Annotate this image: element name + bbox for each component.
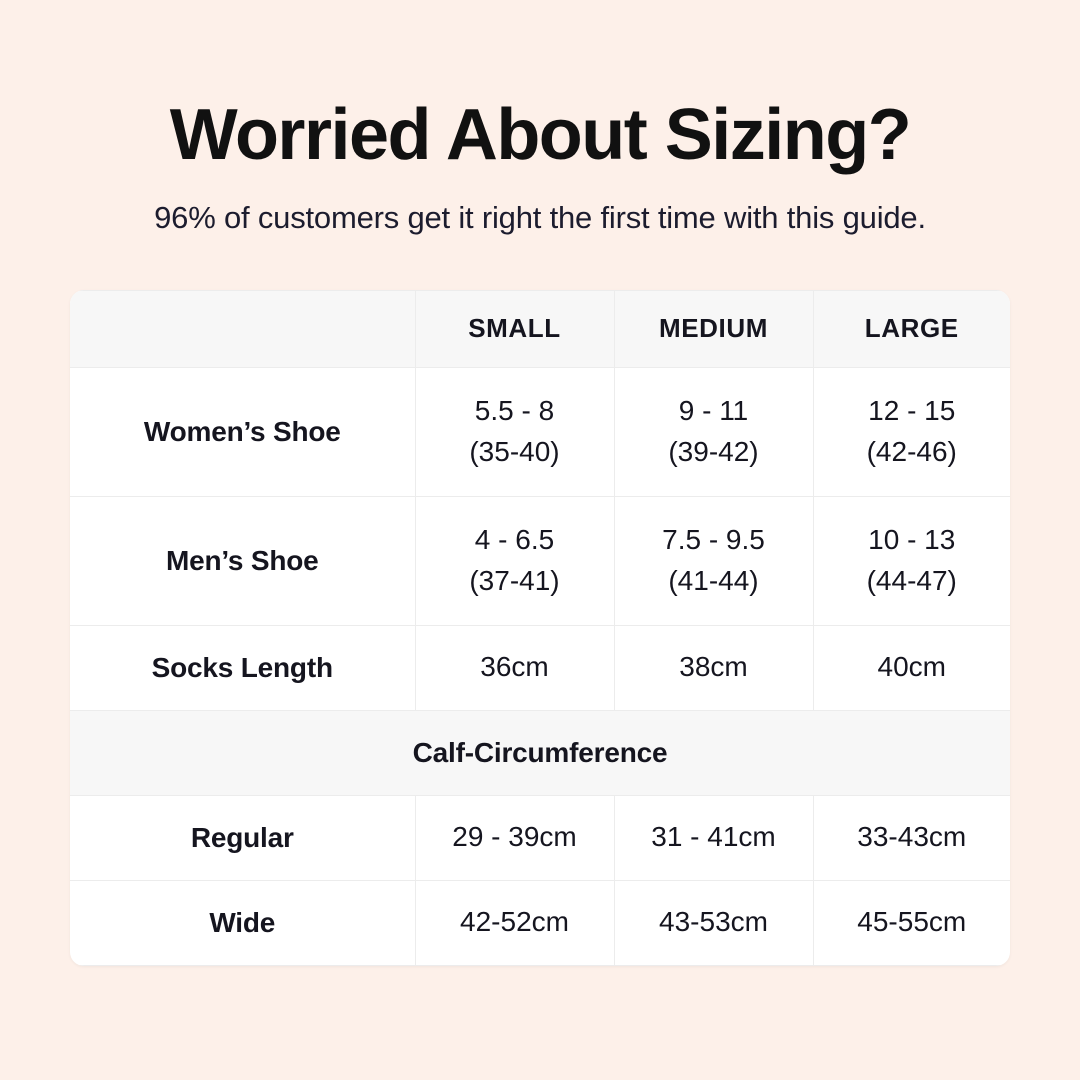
page-title: Worried About Sizing? <box>169 95 911 175</box>
cell-womens-shoe-small <box>415 367 614 496</box>
cell-sub-value: (35-40) <box>469 435 560 467</box>
cell-mens-shoe-medium <box>614 496 813 625</box>
table-header-row <box>70 290 1010 367</box>
column-header-medium: MEDIUM <box>614 290 813 367</box>
table-row <box>70 880 1010 965</box>
page-subtitle: 96% of customers get it right the first time with this guide. <box>154 199 926 235</box>
cell-sub-value: (39-42) <box>668 435 759 467</box>
cell-socks-length-large: 40cm <box>813 625 1010 710</box>
cell-socks-length-small: 36cm <box>415 625 614 710</box>
row-label-womens-shoe: Women’s Shoe <box>70 367 415 496</box>
column-header-blank <box>70 290 415 367</box>
cell-main-value: 4 - 6.5 <box>474 524 555 555</box>
section-title-calf-circumference: Calf-Circumference <box>70 710 1010 795</box>
cell-wide-small: 42-52cm <box>415 880 614 965</box>
cell-main-value: 12 - 15 <box>868 395 956 426</box>
cell-main-value: 10 - 13 <box>868 524 956 555</box>
cell-womens-shoe-large <box>813 367 1010 496</box>
cell-sub-value: (37-41) <box>469 564 560 596</box>
cell-sub-value: (42-46) <box>866 435 957 467</box>
size-chart-card <box>70 290 1010 966</box>
row-label-mens-shoe: Men’s Shoe <box>70 496 415 625</box>
row-label-regular: Regular <box>70 795 415 880</box>
cell-mens-shoe-small <box>415 496 614 625</box>
cell-regular-medium: 31 - 41cm <box>614 795 813 880</box>
cell-main-value: 9 - 11 <box>678 395 749 426</box>
cell-regular-large: 33-43cm <box>813 795 1010 880</box>
row-label-socks-length: Socks Length <box>70 625 415 710</box>
cell-mens-shoe-large <box>813 496 1010 625</box>
cell-wide-medium: 43-53cm <box>614 880 813 965</box>
size-chart-table <box>70 290 1010 966</box>
section-header-row <box>70 710 1010 795</box>
cell-main-value: 5.5 - 8 <box>474 395 555 426</box>
cell-socks-length-medium: 38cm <box>614 625 813 710</box>
cell-main-value: 7.5 - 9.5 <box>662 524 765 555</box>
cell-wide-large: 45-55cm <box>813 880 1010 965</box>
table-row <box>70 625 1010 710</box>
cell-womens-shoe-medium <box>614 367 813 496</box>
column-header-large: LARGE <box>813 290 1010 367</box>
cell-sub-value: (44-47) <box>866 564 957 596</box>
table-row <box>70 367 1010 496</box>
table-header <box>70 290 1010 367</box>
table-row <box>70 496 1010 625</box>
cell-regular-small: 29 - 39cm <box>415 795 614 880</box>
cell-sub-value: (41-44) <box>668 564 759 596</box>
table-row <box>70 795 1010 880</box>
row-label-wide: Wide <box>70 880 415 965</box>
table-body <box>70 367 1010 965</box>
column-header-small: SMALL <box>415 290 614 367</box>
